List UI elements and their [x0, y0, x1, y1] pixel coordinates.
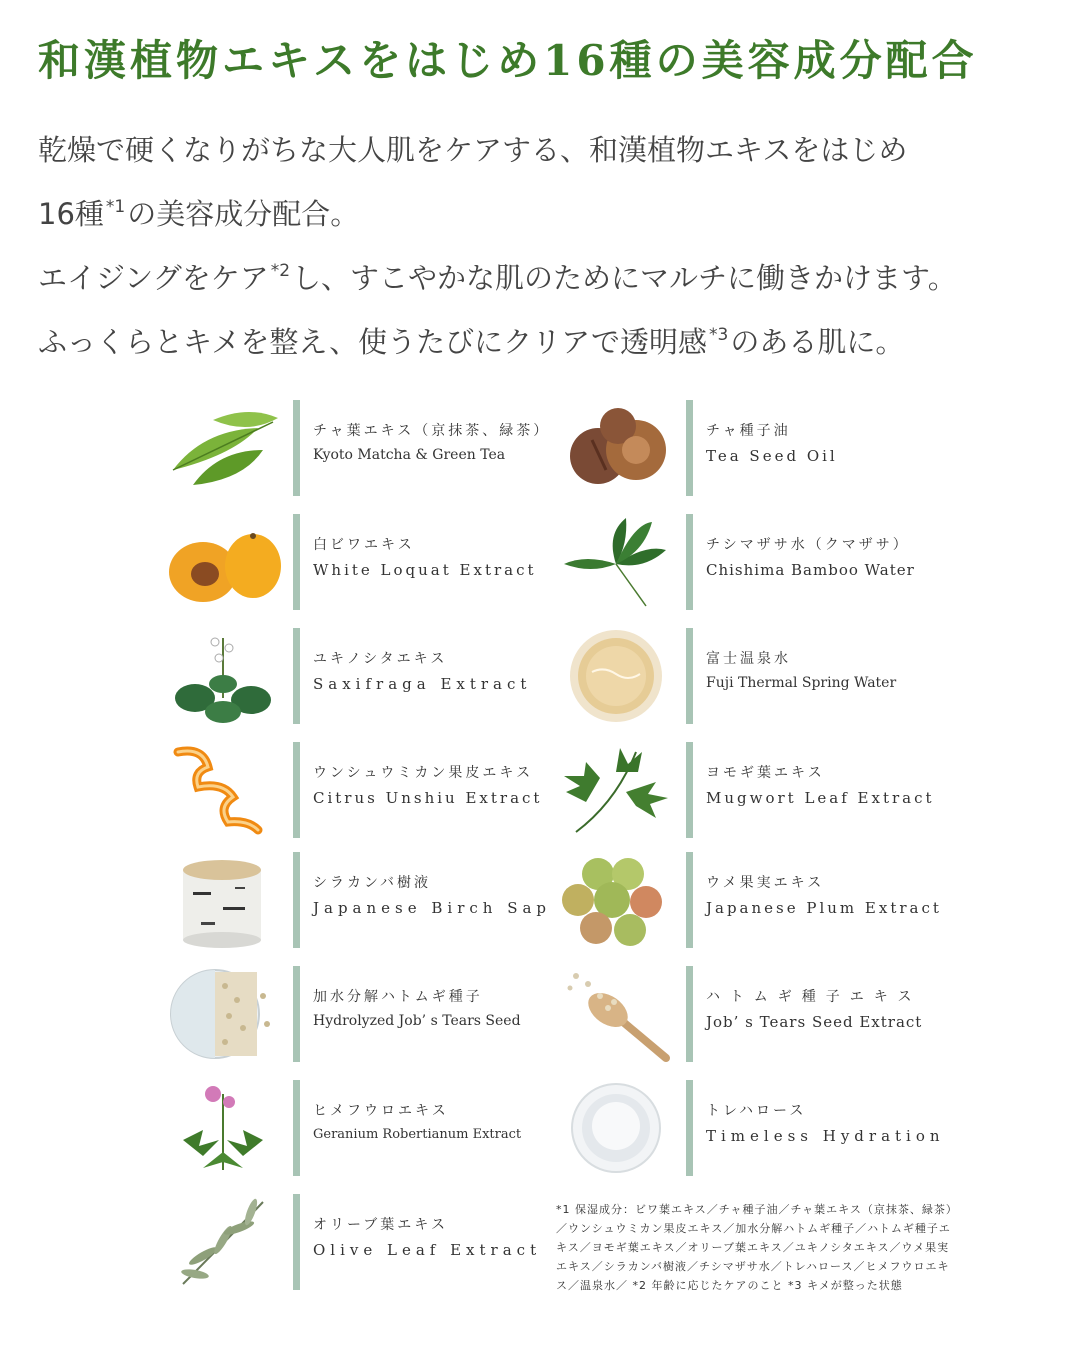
hydrolyzed-seed-icon — [163, 966, 283, 1062]
ingredient-jobs-tears-seed — [556, 966, 936, 1062]
tea-seed-icon — [556, 400, 676, 496]
ingredient-en-name: Job’ s Tears Seed Extract — [706, 1013, 923, 1031]
ingredient-en-name: Olive Leaf Extract — [313, 1241, 542, 1259]
footnote-ref-2: *2 — [270, 261, 291, 281]
ingredient-en-name: Tea Seed Oil — [706, 447, 838, 465]
footnote-ref-3: *3 — [709, 325, 729, 345]
ingredient-jp-name: ヨモギ葉エキス — [706, 765, 825, 781]
ingredient-jp-name: ユキノシタエキス — [313, 651, 448, 667]
ingredient-en-name: Mugwort Leaf Extract — [706, 789, 935, 807]
body-line-3: エイジングをケア $^{*2}$し、すこやかな肌のためにマルチに働きかけます。 — [38, 261, 957, 295]
tea-leaf-icon — [163, 400, 283, 496]
body-line-1: 乾燥で硬くなりがちな大人肌をケアする、和漢植物エキスをはじめ — [38, 133, 908, 167]
seed-scoop-icon — [556, 966, 676, 1062]
ingredient-fuji-spring-water — [556, 628, 936, 724]
loquat-icon — [163, 514, 283, 610]
ingredient-citrus-unshiu — [163, 742, 543, 838]
divider-bar — [293, 1080, 300, 1176]
ingredient-en-name: Citrus Unshiu Extract — [313, 789, 543, 807]
ingredient-en-name: White Loquat Extract — [313, 561, 537, 579]
ingredient-chishima-bamboo — [556, 514, 936, 610]
ingredient-jp-name: シラカンバ樹液 — [313, 875, 432, 891]
divider-bar — [293, 514, 300, 610]
divider-bar — [293, 628, 300, 724]
mugwort-icon — [556, 742, 676, 838]
trehalose-dish-icon — [556, 1080, 676, 1176]
ingredient-jp-name: 白ビワエキス — [313, 537, 415, 553]
ingredient-jp-name: 加水分解ハトムギ種子 — [313, 989, 483, 1005]
divider-bar — [686, 628, 693, 724]
ingredient-en-name: Fuji Thermal Spring Water — [706, 675, 897, 691]
ingredient-olive-leaf — [163, 1194, 543, 1290]
ingredient-jp-name: 富士温泉水 — [706, 651, 791, 667]
divider-bar — [293, 400, 300, 496]
olive-leaf-icon — [163, 1194, 283, 1290]
divider-bar — [686, 852, 693, 948]
citrus-peel-icon — [163, 742, 283, 838]
footnote-ref-1: *1 — [105, 197, 126, 217]
divider-bar — [686, 514, 693, 610]
bamboo-leaf-icon — [556, 514, 676, 610]
ingredient-jp-name: チシマザサ水（クマザサ） — [706, 537, 910, 553]
ingredient-en-name: Timeless Hydration — [706, 1127, 945, 1145]
divider-bar — [686, 1080, 693, 1176]
ingredient-jp-name: ヒメフウロエキス — [313, 1103, 449, 1119]
ingredient-kyoto-matcha — [163, 400, 551, 496]
ingredient-mugwort-leaf — [556, 742, 936, 838]
body-copy — [38, 122, 1058, 371]
ingredient-trehalose — [556, 1080, 945, 1176]
ingredient-jp-name: オリーブ葉エキス — [313, 1217, 449, 1233]
ingredient-jp-name: チャ葉エキス（京抹茶、緑茶） — [313, 423, 551, 439]
ingredient-en-name: Hydrolyzed Job’ s Tears Seed — [313, 1013, 521, 1029]
ingredient-birch-sap — [163, 852, 552, 948]
ingredient-en-name: Geranium Robertianum Extract — [313, 1127, 522, 1142]
ingredient-saxifraga — [163, 628, 543, 724]
geranium-icon — [163, 1080, 283, 1176]
footnote: *1 保湿成分：ビワ葉エキス／チャ種子油／チャ葉エキス（京抹茶、緑茶）／ウンシュウミカン果皮エキス／加水分解ハトムギ種子／ハトムギ種子エキス／ヨモギ葉エキス／オリーブ葉エキス／ユキノシタエキス／ウメ果実エキス／シラカンバ樹液／チシマザサ水／トレハロース／ヒメフウロエキス／温泉水／ *2 年齢に応じたケアのこと *3 キメが整った状態 — [556, 1203, 953, 1292]
ingredient-jp-name: ウンシュウミカン果皮エキス — [313, 765, 534, 781]
divider-bar — [293, 966, 300, 1062]
ingredient-en-name: Saxifraga Extract — [313, 675, 532, 693]
ingredient-en-name: Japanese Plum Extract — [706, 899, 942, 917]
divider-bar — [686, 966, 693, 1062]
ingredient-en-name: Japanese Birch Sap — [313, 899, 552, 917]
ingredient-geranium — [163, 1080, 543, 1176]
divider-bar — [686, 742, 693, 838]
birch-log-icon — [163, 852, 283, 948]
spring-water-dish-icon — [556, 628, 676, 724]
plum-icon — [556, 852, 676, 948]
ingredient-japanese-plum — [556, 852, 942, 948]
divider-bar — [686, 400, 693, 496]
headline: 和漢植物エキスをはじめ16種の美容成分配合 — [38, 36, 978, 85]
ingredient-tea-seed-oil — [556, 400, 936, 496]
ingredient-hydrolyzed-jobs-tears — [163, 966, 543, 1062]
divider-bar — [293, 1194, 300, 1290]
saxifraga-icon — [163, 628, 283, 724]
ingredient-jp-name: トレハロース — [706, 1103, 807, 1119]
ingredient-en-name: Kyoto Matcha & Green Tea — [313, 447, 506, 463]
ingredient-jp-name: ウメ果実エキス — [706, 875, 825, 891]
body-line-2: 16種 $^{*1}$の美容成分配合。 — [38, 197, 360, 231]
ingredient-jp-name: ハトムギ種子エキス — [706, 989, 922, 1005]
ingredient-en-name: Chishima Bamboo Water — [706, 561, 915, 579]
divider-bar — [293, 852, 300, 948]
ingredient-white-loquat — [163, 514, 543, 610]
body-line-4: ふっくらとキメを整え、使うたびにクリアで透明感 $^{*3}$のある肌に。 — [38, 325, 905, 359]
ingredient-jp-name: チャ種子油 — [706, 423, 791, 439]
divider-bar — [293, 742, 300, 838]
